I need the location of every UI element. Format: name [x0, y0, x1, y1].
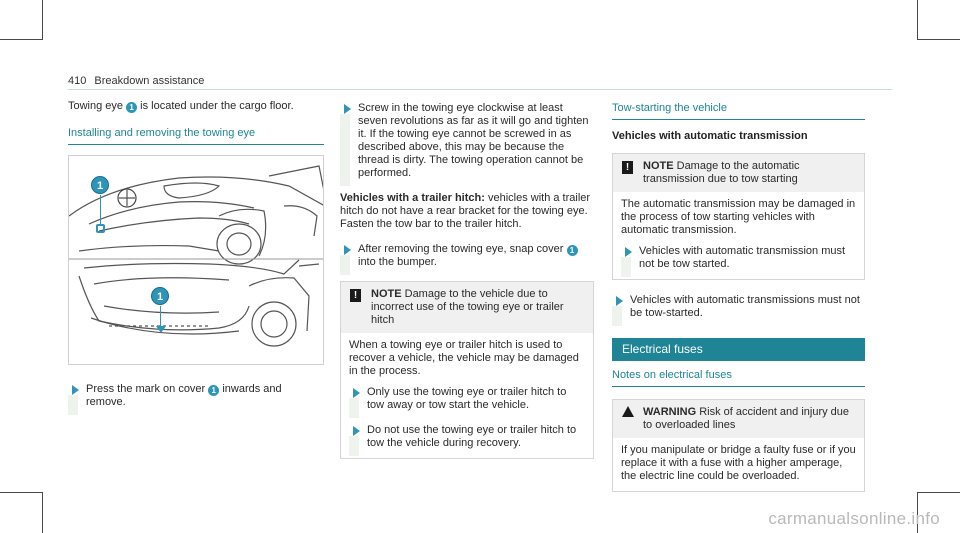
crop-mark [917, 0, 918, 40]
crop-mark [917, 492, 960, 493]
page-number: 410 [68, 75, 87, 87]
section-title: Installing and removing the towing eye [68, 127, 324, 145]
callout-line [100, 195, 101, 225]
instruction-step: Do not use the towing eye or trailer hitch to tow the vehicle during recovery. [349, 424, 585, 450]
exclamation-icon: ! [350, 289, 361, 302]
callout-1-icon: 1 [567, 245, 578, 256]
watermark: carmanualsonline.info [768, 509, 940, 528]
instruction-step: Press the mark on cover 1 inwards and remove. [68, 383, 324, 409]
cover-marker [96, 224, 105, 233]
step-arrow-icon [353, 388, 360, 398]
instruction-step: After removing the towing eye, snap cover 1 into the bumper. [340, 243, 594, 269]
page-header [68, 75, 204, 88]
callout-bottom: 1 [151, 287, 169, 305]
sub-title: Vehicles with automatic transmission [612, 130, 808, 142]
trailer-paragraph: Vehicles with a trailer hitch: vehicles with a trailer hitch do not have a rear bracket for the towing eye. Fasten the tow bar to the trailer hitch. [340, 192, 591, 230]
crop-mark [0, 492, 43, 493]
step-arrow-icon [353, 426, 360, 436]
towing-eye-figure [68, 155, 324, 365]
step-arrow-icon [625, 247, 632, 257]
callout-1-icon: 1 [126, 102, 137, 113]
callout-line [160, 306, 161, 326]
instruction-step: Screw in the towing eye clockwise at least seven revolutions as far as it will go and tighten it. If the towing eye cannot be screwed in as described above, this may be because the thread is dirty. The towing operation cannot be performed. [340, 102, 594, 180]
press-arrow-icon [156, 326, 166, 333]
intro-text: Towing eye 1 is located under the cargo floor. [68, 100, 294, 112]
column-2 [340, 100, 594, 459]
instruction-step: Vehicles with automatic transmissions must not be tow-started. [612, 294, 865, 320]
step-arrow-icon [616, 296, 623, 306]
warning-box: WARNING Risk of accident and injury due to overloaded lines If you manipulate or bridge a faulty fuse or if you replace it with a fuse with a higher amperage, the electric line could be overloaded. [612, 399, 865, 492]
instruction-step: Vehicles with automatic transmission must not be tow started. [621, 245, 856, 271]
crop-mark [42, 0, 43, 40]
column-3 [612, 100, 865, 492]
section-title: Tow-starting the vehicle [612, 102, 865, 120]
warning-triangle-icon [622, 406, 634, 417]
crop-mark [917, 39, 960, 40]
step-arrow-icon [72, 385, 79, 395]
section-banner: Electrical fuses [612, 338, 865, 361]
step-arrow-icon [344, 245, 351, 255]
instruction-step: Only use the towing eye or trailer hitch to tow away or tow start the vehicle. [349, 386, 585, 412]
crop-mark [0, 39, 43, 40]
callout-top: 1 [91, 176, 109, 194]
sub-section-title: Notes on electrical fuses [612, 369, 865, 387]
exclamation-icon: ! [622, 161, 633, 174]
note-box: ! NOTE Damage to the vehicle due to incorrect use of the towing eye or trailer hitch When a towing eye or trailer hitch is used to recover a vehicle, the vehicle may be damaged in the process. Only use the towing eye or trailer hitch to tow away or tow start the vehicle. Do not use the towing eye or trailer hitch to tow the vehicle during recovery. [340, 281, 594, 459]
note-box: ! NOTE Damage to the automatic transmission due to tow starting The automatic transmission may be damaged in the process of tow starting vehicles with automatic transmission. Vehicles with automatic transmission must not be tow started. [612, 153, 865, 280]
header-rule [68, 89, 892, 90]
crop-mark [42, 492, 43, 533]
column-1 [68, 100, 324, 409]
step-arrow-icon [344, 104, 351, 114]
section-name: Breakdown assistance [94, 75, 205, 87]
callout-1-icon: 1 [208, 385, 219, 396]
